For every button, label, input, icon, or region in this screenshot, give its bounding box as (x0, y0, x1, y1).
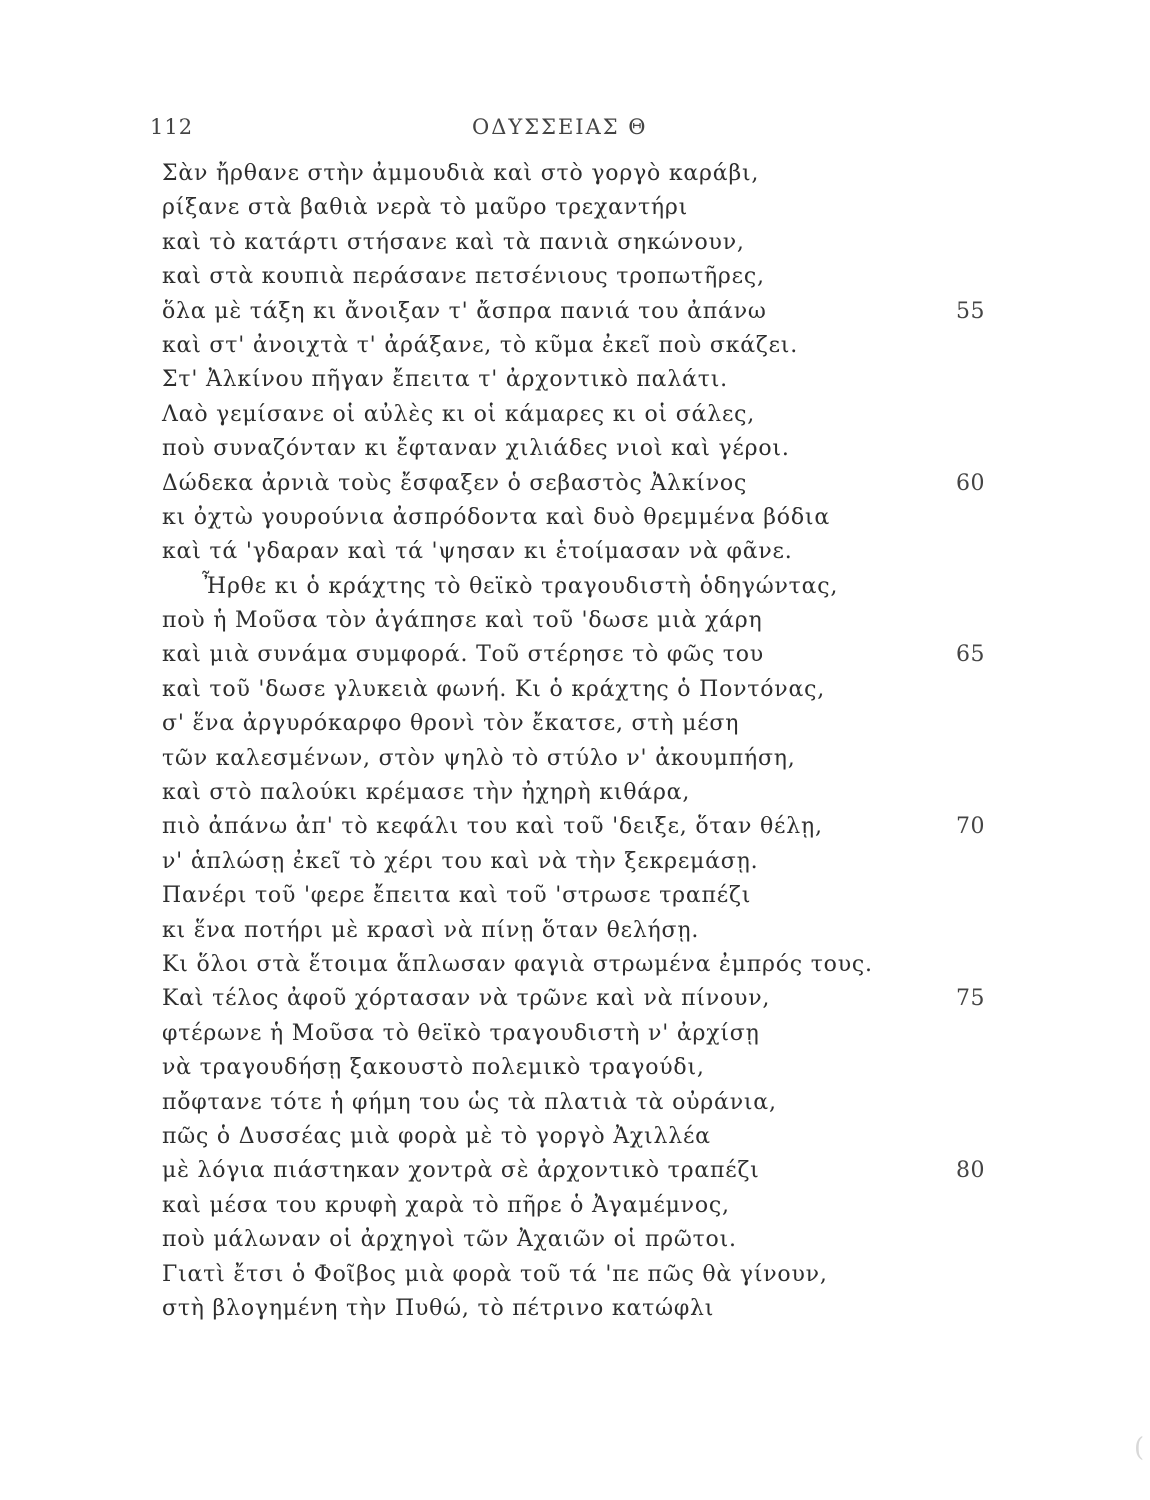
verse-text: πὄφτανε τότε ἡ φήμη του ὡς τὰ πλατιὰ τὰ οὐράνια, (162, 1089, 777, 1115)
verse-text: Δώδεκα ἀρνιὰ τοὺς ἔσφαξεν ὁ σεβαστὸς Ἀλκίνος (162, 470, 748, 496)
verse-text: πῶς ὁ Δυσσέας μιὰ φορὰ μὲ τὸ γοργὸ Ἀχιλλέα (162, 1123, 711, 1149)
verse-line (162, 1189, 992, 1223)
verse-text: κι ἕνα ποτήρι μὲ κρασὶ νὰ πίνῃ ὅταν θελήσῃ. (162, 917, 700, 943)
verse-line (162, 535, 992, 569)
verse-block (162, 157, 992, 1326)
verse-line (162, 570, 992, 604)
verse-text: Στ' Ἀλκίνου πῆγαν ἔπειτα τ' ἀρχοντικὸ παλάτι. (162, 367, 728, 393)
verse-text: καὶ στὰ κουπιὰ περάσανε πετσένιους τροπωτῆρες, (162, 264, 765, 290)
verse-line (162, 501, 992, 535)
verse-line (162, 329, 992, 363)
page-number: 112 (150, 115, 194, 139)
verse-line (162, 295, 992, 329)
verse-line (162, 1017, 992, 1051)
verse-line (162, 260, 992, 294)
verse-line (162, 638, 992, 672)
verse-text: ποὺ μάλωναν οἱ ἀρχηγοὶ τῶν Ἀχαιῶν οἱ πρῶτοι. (162, 1227, 737, 1253)
verse-text: Σὰν ἤρθανε στὴν ἀμμουδιὰ καὶ στὸ γοργὸ καράβι, (162, 161, 760, 186)
verse-text: στὴ βλογημένη τὴν Πυθώ, τὸ πέτρινο κατώφλι (162, 1295, 715, 1321)
verse-text: φτέρωνε ἡ Μοῦσα τὸ θεϊκὸ τραγουδιστὴ ν' ἀρχίσῃ (162, 1020, 760, 1046)
verse-text: καὶ μιὰ συνάμα συμφορά. Τοῦ στέρησε τὸ φῶς του (162, 642, 764, 668)
verse-text: νὰ τραγουδήσῃ ξακουστὸ πολεμικὸ τραγούδι, (162, 1055, 705, 1081)
verse-line (162, 742, 992, 776)
verse-line (162, 707, 992, 741)
verse-text: Λαὸ γεμίσανε οἱ αὐλὲς κι οἱ κάμαρες κι οἱ σάλες, (162, 401, 756, 427)
verse-line (162, 1258, 992, 1292)
verse-text: Ἦρθε κι ὁ κράχτης τὸ θεϊκὸ τραγουδιστὴ ὁδηγώντας, (202, 573, 839, 599)
verse-line (162, 1086, 992, 1120)
book-title: ΟΔΥΣΣΕΙΑΣ Θ (472, 115, 648, 139)
verse-text: κι ὀχτὼ γουρούνια ἀσπρόδοντα καὶ δυὸ θρεμμένα βόδια (162, 504, 830, 530)
verse-text: τῶν καλεσμένων, στὸν ψηλὸ τὸ στύλο ν' ἀκουμπήση, (162, 745, 796, 771)
line-number: 60 (956, 470, 985, 496)
verse-line (162, 1154, 992, 1188)
verse-line (162, 948, 992, 982)
verse-text: μὲ λόγια πιάστηκαν χοντρὰ σὲ ἀρχοντικὸ τραπέζι (162, 1158, 760, 1184)
verse-line (162, 776, 992, 810)
verse-text: Γιατὶ ἔτσι ὁ Φοῖβος μιὰ φορὰ τοῦ τά 'πε πῶς θὰ γίνουν, (162, 1261, 828, 1287)
verse-text: ν' ἁπλώσῃ ἐκεῖ τὸ χέρι του καὶ νὰ τὴν ξεκρεμάσῃ. (162, 848, 759, 874)
verse-text: σ' ἕνα ἀργυρόκαρφο θρονὶ τὸν ἔκατσε, στὴ μέση (162, 711, 740, 737)
verse-line (162, 914, 992, 948)
verse-line (162, 432, 992, 466)
verse-line (162, 879, 992, 913)
line-number: 70 (956, 814, 985, 840)
verse-line (162, 604, 992, 638)
verse-line (162, 398, 992, 432)
verse-text: καὶ μέσα του κρυφὴ χαρὰ τὸ πῆρε ὁ Ἀγαμέμνος, (162, 1192, 730, 1218)
verse-text: ὅλα μὲ τάξη κι ἄνοιξαν τ' ἄσπρα πανιά του ἀπάνω (162, 298, 767, 324)
verse-line (162, 1292, 992, 1326)
line-number: 80 (956, 1158, 985, 1184)
verse-line (162, 1051, 992, 1085)
verse-line (162, 845, 992, 879)
verse-line (162, 191, 992, 225)
verse-line (162, 1120, 992, 1154)
verse-text: Πανέρι τοῦ 'φερε ἔπειτα καὶ τοῦ 'στρωσε τραπέζι (162, 883, 752, 909)
verse-text: καὶ στ' ἀνοιχτὰ τ' ἀράξανε, τὸ κῦμα ἐκεῖ ποὺ σκάζει. (162, 332, 798, 358)
verse-text: καὶ τὸ κατάρτι στήσανε καὶ τὰ πανιὰ σηκώνουν, (162, 229, 745, 255)
verse-line (162, 467, 992, 501)
verse-text: ποὺ ἡ Μοῦσα τὸν ἀγάπησε καὶ τοῦ 'δωσε μιὰ χάρη (162, 608, 763, 634)
running-header (0, 115, 1150, 145)
line-number: 75 (956, 986, 985, 1012)
verse-line (162, 673, 992, 707)
line-number: 55 (956, 298, 985, 324)
verse-line (162, 1223, 992, 1257)
verse-text: καὶ τοῦ 'δωσε γλυκειὰ φωνή. Κι ὁ κράχτης ὁ Ποντόνας, (162, 676, 826, 702)
verse-line (162, 982, 992, 1016)
line-number: 65 (956, 642, 985, 668)
verse-line (162, 157, 992, 191)
verse-text: Κι ὅλοι στὰ ἕτοιμα ἅπλωσαν φαγιὰ στρωμένα ἐμπρός τους. (162, 951, 873, 977)
verse-text: καὶ στὸ παλούκι κρέμασε τὴν ἠχηρὴ κιθάρα, (162, 780, 691, 806)
verse-line (162, 363, 992, 397)
verse-text: ρίξανε στὰ βαθιὰ νερὰ τὸ μαῦρο τρεχαντήρι (162, 195, 689, 221)
verse-text: Καὶ τέλος ἀφοῦ χόρτασαν νὰ τρῶνε καὶ νὰ πίνουν, (162, 986, 771, 1012)
verse-text: καὶ τά 'γδαραν καὶ τά 'ψησαν κι ἑτοίμασαν νὰ φᾶνε. (162, 539, 793, 565)
verse-line (162, 810, 992, 844)
verse-text: πιὸ ἀπάνω ἀπ' τὸ κεφάλι του καὶ τοῦ 'δειξε, ὅταν θέλῃ, (162, 814, 823, 840)
verse-line (162, 226, 992, 260)
page-edge-mark: ( (1134, 1433, 1145, 1463)
verse-text: ποὺ συναζόνταν κι ἔφταναν χιλιάδες νιοὶ καὶ γέροι. (162, 436, 790, 462)
